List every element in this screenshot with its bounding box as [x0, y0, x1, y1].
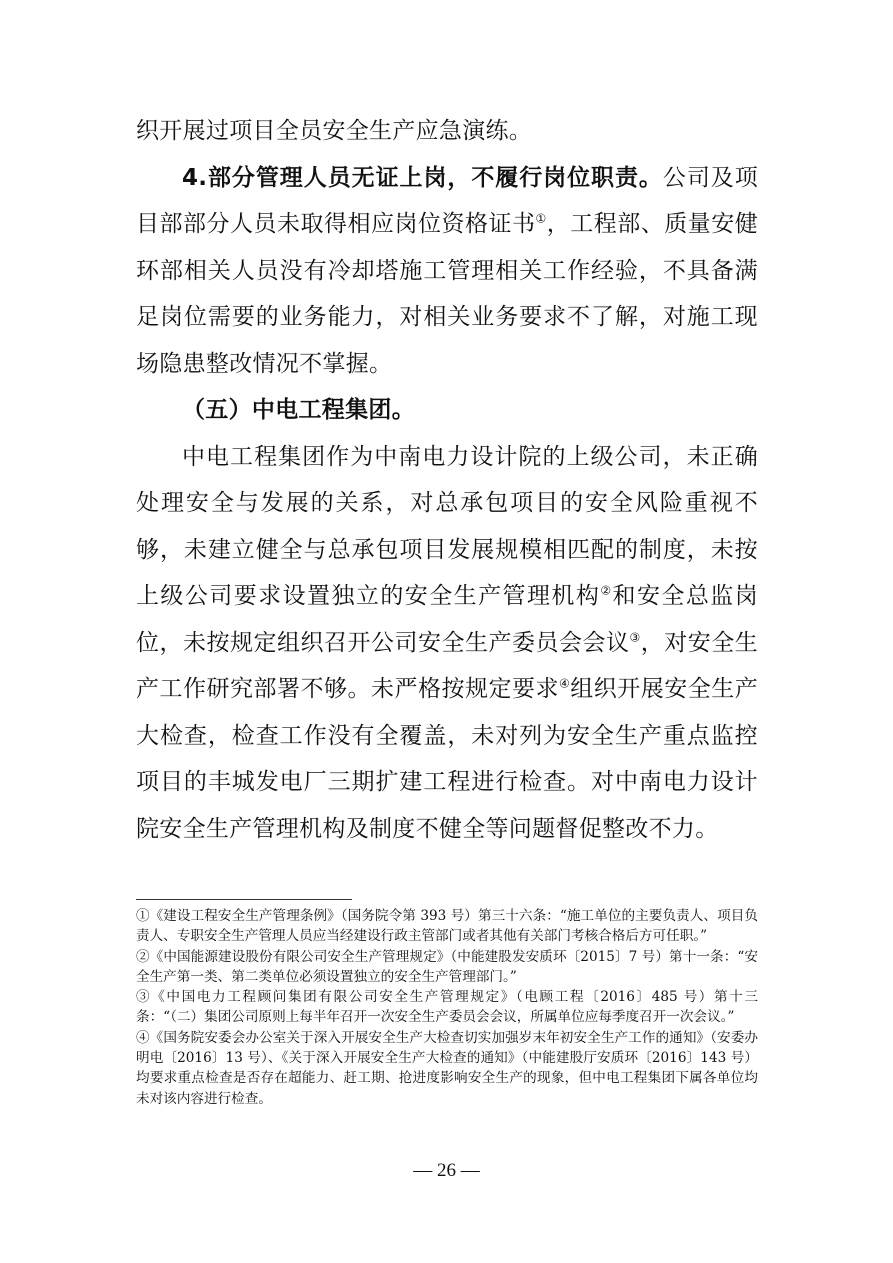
footnote-1: ①《建设工程安全生产管理条例》（国务院令第 393 号）第三十六条：“施工单位的主要负责人、项目负责人、专职安全生产管理人员应当经建设行政主管部门或者其他有关部门考核合格后方可任职。”: [136, 908, 758, 945]
paragraph-group: 中电工程集团作为中南电力设计院的上级公司，未正确处理安全与发展的关系，对总承包项目的安全风险重视不够，未建立健全与总承包项目发展规模相匹配的制度，未按上级公司要求设置独立的安全生产管理机构②和安全总监岗位，未按规定组织召开公司安全生产委员会会议③，对安全生产工作研究部署不够。未严格按规定要求④组织开展安全生产大检查，检查工作没有全覆盖，未对列为安全生产重点监控项目的丰城发电厂三期扩建工程进行检查。对中南电力设计院安全生产管理机构及制度不健全等问题督促整改不力。: [136, 443, 759, 842]
section-heading: （五）中电工程集团。: [182, 397, 415, 423]
footnote-ref-3[interactable]: ③: [629, 629, 641, 644]
item-4-title: 4.部分管理人员无证上岗，不履行岗位职责。: [182, 164, 663, 191]
footnote-ref-1[interactable]: ①: [535, 211, 547, 226]
paragraph-continued: 织开展过项目全员安全生产应急演练。: [136, 118, 533, 144]
footnote-3: ③《中国电力工程顾问集团有限公司安全生产管理规定》（电顾工程〔2016〕485 号）第十三条：“（二）集团公司原则上每半年召开一次安全生产委员会会议，所属单位应每季度召开一次会议。”: [136, 989, 758, 1026]
paragraph-item-4: 4.部分管理人员无证上岗，不履行岗位职责。公司及项目部部分人员未取得相应岗位资格证书①，工程部、质量安健环部相关人员没有冷却塔施工管理相关工作经验，不具备满足岗位需要的业务能力，对相关业务要求不了解，对施工现场隐患整改情况不掌握。: [136, 164, 758, 377]
page-number: — 26 —: [413, 1160, 480, 1181]
footnote-ref-2[interactable]: ②: [600, 583, 613, 598]
footnote-divider: [136, 899, 352, 900]
body-text: [136, 108, 758, 852]
footnote-ref-4[interactable]: ④: [558, 676, 571, 691]
footnote-4: ④《国务院安委会办公室关于深入开展安全生产大检查切实加强岁末年初安全生产工作的通知》（安委办明电〔2016〕13 号）、《关于深入开展安全生产大检查的通知》（中能建股厅安质环〔2016〕143 号）均要求重点检查是否存在超能力、赶工期、抢进度影响安全生产的现象，但中电工程集团下属各单位均未对该内容进行检查。: [136, 1029, 758, 1107]
footnote-2: ②《中国能源建设股份有限公司安全生产管理规定》（中能建股发安质环〔2015〕7 号）第十一条：“安全生产第一类、第二类单位必须设置独立的安全生产管理部门。”: [136, 948, 758, 985]
footnotes: [136, 906, 758, 1109]
